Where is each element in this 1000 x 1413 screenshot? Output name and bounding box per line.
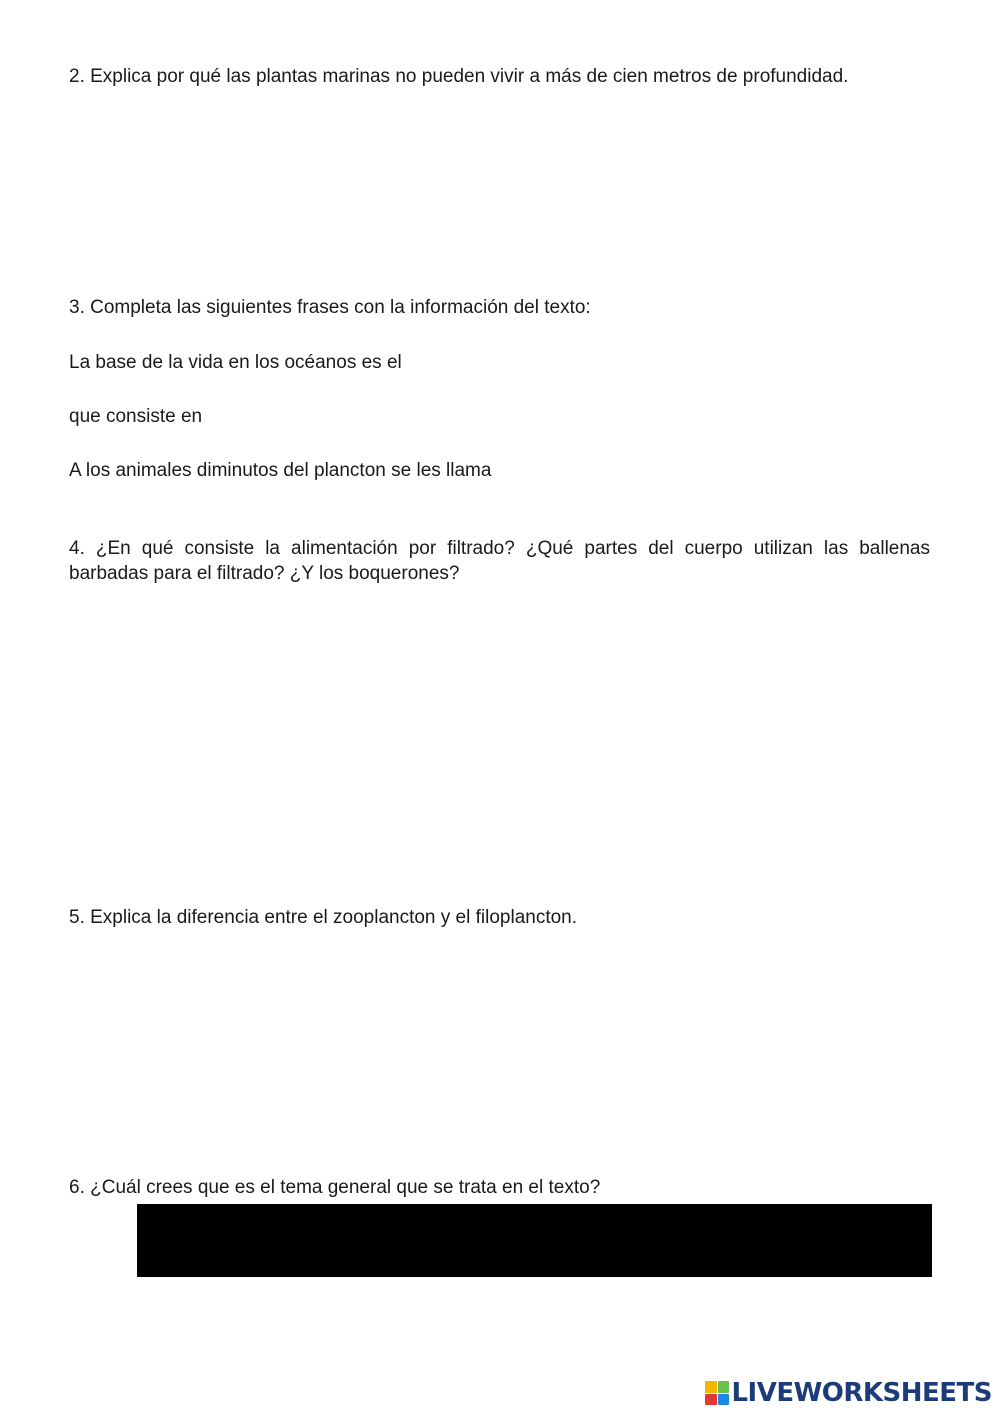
question-5: 5. Explica la diferencia entre el zooplancton y el filoplancton. [69,907,578,928]
question-3: 3. Completa las siguientes frases con la información del texto: [69,297,591,318]
question-2: 2. Explica por qué las plantas marinas no pueden vivir a más de cien metros de profundidad. [69,66,849,87]
redacted-block [137,1204,932,1277]
liveworksheets-logo [705,1376,992,1410]
question-3-sentence-2: que consiste en [69,406,203,427]
liveworksheets-logo-icon [705,1381,729,1405]
question-4: 4. ¿En qué consiste la alimentación por filtrado? ¿Qué partes del cuerpo utilizan las ballenas barbadas para el filtrado? ¿Y los boquerones? [69,538,930,584]
question-3-sentence-3: A los animales diminutos del plancton se les llama [69,460,492,481]
brand-name: LIVEWORKSHEETS [731,1378,992,1408]
question-6: 6. ¿Cuál crees que es el tema general que se trata en el texto? [69,1177,601,1198]
question-3-sentence-1: La base de la vida en los océanos es el [69,352,402,373]
